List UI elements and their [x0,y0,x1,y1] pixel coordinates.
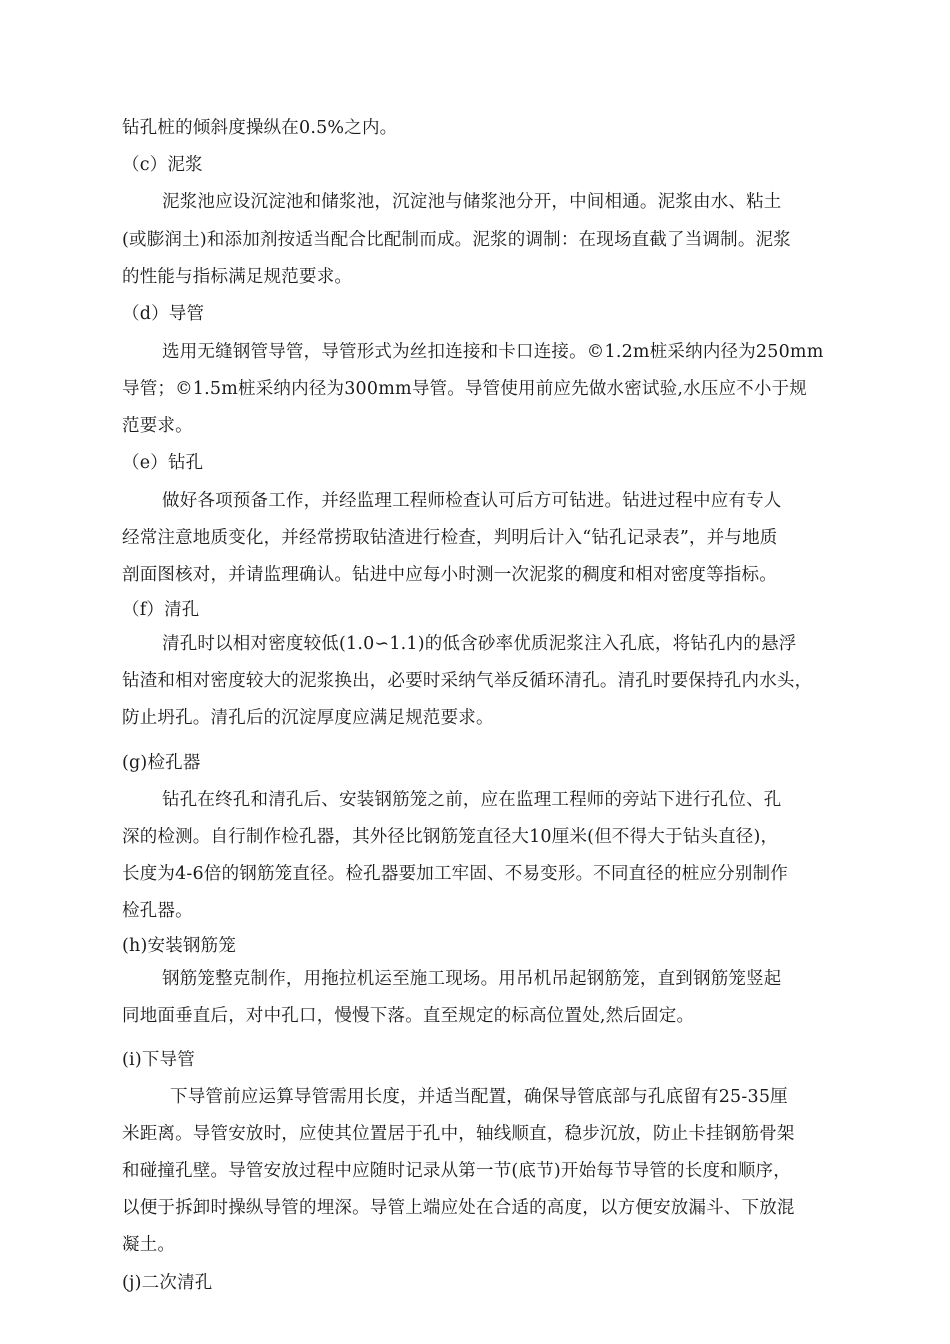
body-text-line: 深的检测。自行制作检孔器，其外径比钢筋笼直径大10厘米(但不得大于钻头直径)， [122,827,779,847]
section-heading-j: (j)二次清孔 [122,1273,213,1293]
section-heading-i: (i)下导管 [122,1050,195,1070]
body-text-line: 泥浆池应设沉淀池和储浆池，沉淀池与储浆池分开，中间相通。泥浆由水、粘土 [162,192,782,212]
body-text-line: 下导管前应运算导管需用长度，并适当配置，确保导管底部与孔底留有25-35厘 [170,1087,788,1107]
body-text-line: 做好各项预备工作，并经监理工程师检查认可后方可钻进。钻进过程中应有专人 [162,491,782,511]
body-text-line: 同地面垂直后，对中孔口，慢慢下落。直至规定的标高位置处,然后固定。 [122,1006,695,1026]
section-heading-f: （f）清孔 [122,600,200,620]
body-text-line: 范要求。 [122,416,193,436]
body-text-line: 选用无缝钢管导管，导管形式为丝扣连接和卡口连接。©1.2m桩采纳内径为250mm [162,342,824,362]
section-heading-g: (g)检孔器 [122,753,201,773]
body-text-line: 钢筋笼整克制作，用拖拉机运至施工现场。用吊机吊起钢筋笼，直到钢筋笼竖起 [162,969,782,989]
body-text-line: 长度为4-6倍的钢筋笼直径。检孔器要加工牢固、不易变形。不同直径的桩应分别制作 [122,864,788,884]
body-text-line: 剖面图核对，并请监理确认。钻进中应每小时测一次泥浆的稠度和相对密度等指标。 [122,565,777,585]
body-text-line: (或膨润土)和添加剂按适当配合比配制而成。泥浆的调制：在现场直截了当调制。泥浆 [122,230,791,250]
body-text-line: 导管；©1.5m桩采纳内径为300mm导管。导管使用前应先做水密试验,水压应不小于规 [122,379,807,399]
section-heading-d: （d）导管 [122,304,205,324]
body-text-line: 以便于拆卸时操纵导管的埋深。导管上端应处在合适的高度，以方便安放漏斗、下放混 [122,1198,795,1218]
body-text-line: 经常注意地质变化，并经常捞取钻渣进行检查，判明后计入“钻孔记录表”，并与地质 [122,528,778,548]
body-text-line: 凝土。 [122,1235,176,1255]
body-text-line: 钻渣和相对密度较大的泥浆换出，必要时采纳气举反循环清孔。清孔时要保持孔内水头， [122,671,813,691]
body-text-line: 检孔器。 [122,901,193,921]
section-heading-e: （e）钻孔 [122,453,204,473]
body-text-line: 钻孔在终孔和清孔后、安装钢筋笼之前，应在监理工程师的旁站下进行孔位、孔 [162,790,782,810]
section-heading-c: （c）泥浆 [122,155,203,175]
body-text-line: 和碰撞孔壁。导管安放过程中应随时记录从第一节(底节)开始每节导管的长度和顺序， [122,1161,791,1181]
body-text-line: 的性能与指标满足规范要求。 [122,267,353,287]
body-text-line: 钻孔桩的倾斜度操纵在0.5%之内。 [122,118,398,138]
body-text-line: 米距离。导管安放时，应使其位置居于孔中，轴线顺直，稳步沉放，防止卡挂钢筋骨架 [122,1124,795,1144]
body-text-line: 清孔时以相对密度较低(1.0∽1.1)的低含砂率优质泥浆注入孔底，将钻孔内的悬浮 [162,634,797,654]
section-heading-h: (h)安装钢筋笼 [122,936,237,956]
body-text-line: 防止坍孔。清孔后的沉淀厚度应满足规范要求。 [122,708,494,728]
